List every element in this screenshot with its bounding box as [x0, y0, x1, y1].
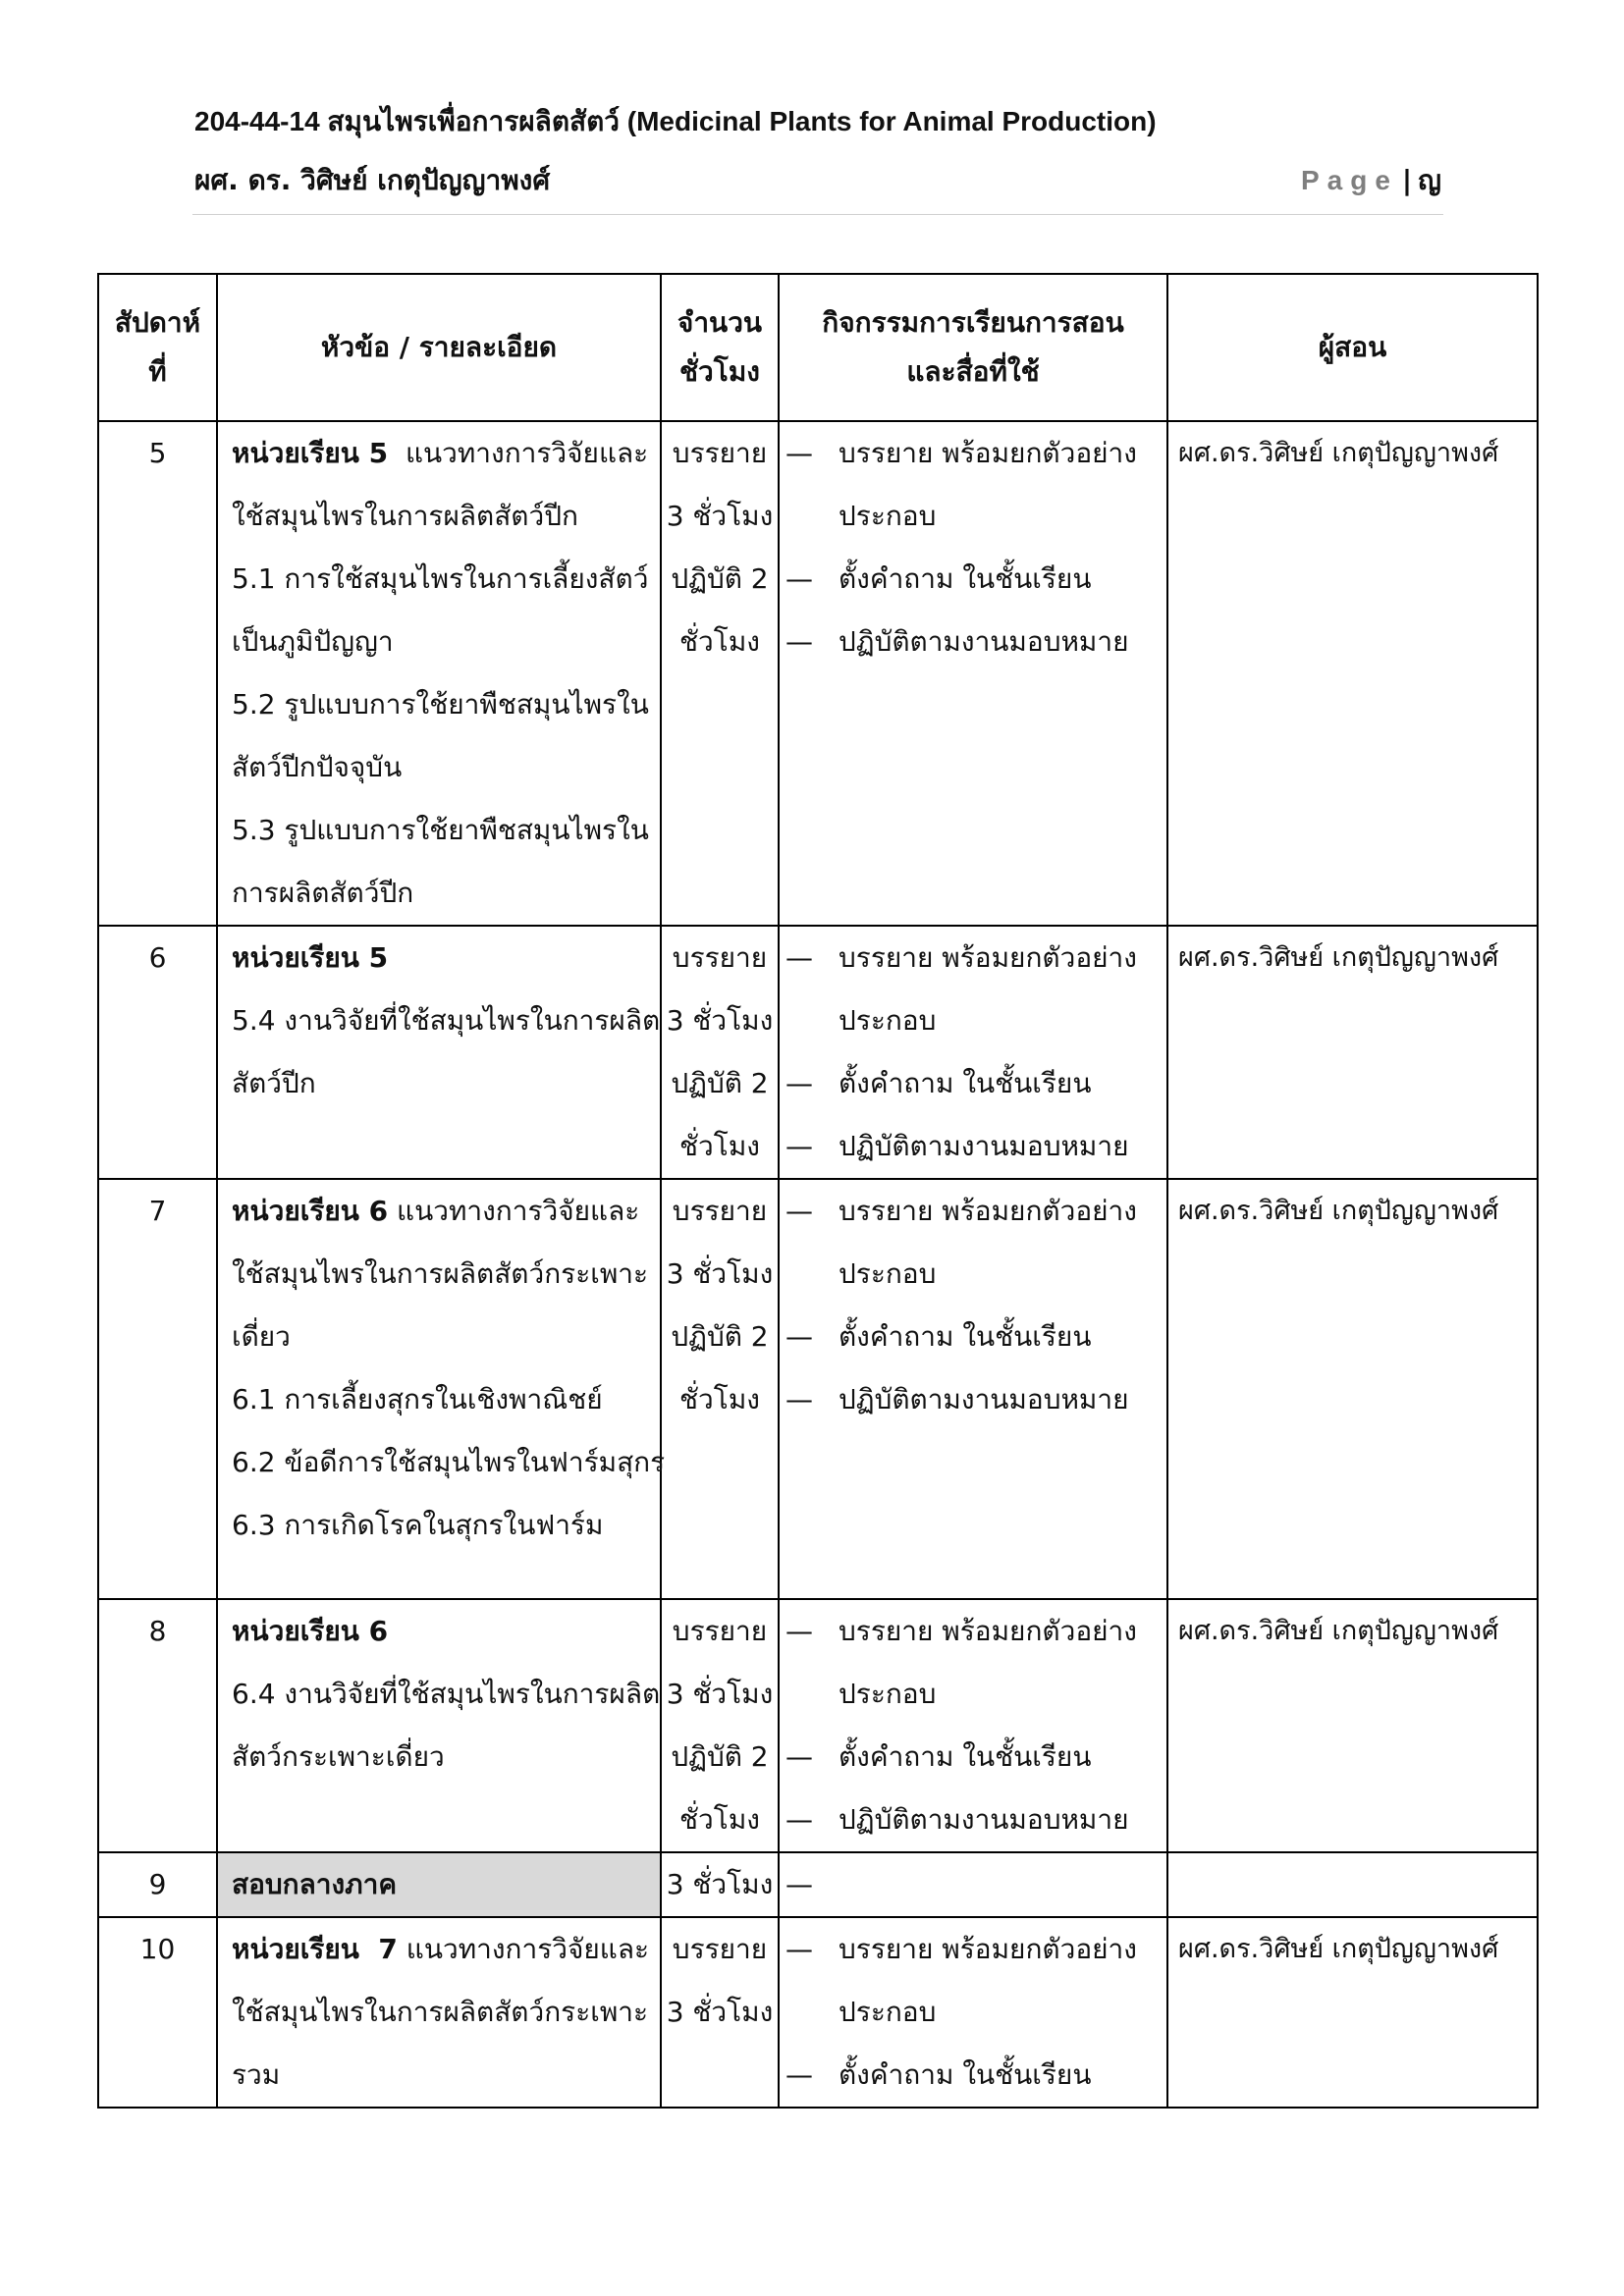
- unit-title: หน่วยเรียน 5: [232, 437, 389, 469]
- activity-item: — ตั้งคำถาม ในชั้นเรียน: [785, 1067, 1092, 1099]
- activity-item: — บรรยาย พร้อมยกตัวอย่าง ประกอบ: [785, 437, 1137, 532]
- header-hours: จำนวน ชั่วโมง: [661, 274, 779, 421]
- activity-item: — บรรยาย พร้อมยกตัวอย่าง ประกอบ: [785, 1195, 1137, 1290]
- instructor-cell: ผศ.ดร.วิศิษย์ เกตุปัญญาพงศ์: [1167, 1599, 1538, 1852]
- unit-title: หน่วยเรียน 6: [232, 1615, 389, 1647]
- activity-item: — ตั้งคำถาม ในชั้นเรียน: [785, 2058, 1092, 2091]
- header-activities: กิจกรรมการเรียนการสอน และสื่อที่ใช้: [779, 274, 1167, 421]
- table-row: [98, 421, 1538, 926]
- page-label: Page: [1300, 165, 1398, 195]
- activity-item: — ปฏิบัติตามงานมอบหมาย: [785, 1130, 1129, 1162]
- instructor-cell: ผศ.ดร.วิศิษย์ เกตุปัญญาพงศ์: [1167, 1917, 1538, 2108]
- course-title: 204-44-14 สมุนไพรเพื่อการผลิตสัตว์ (Medicinal Plants for Animal Production): [194, 106, 1157, 136]
- instructor-cell: ผศ.ดร.วิศิษย์ เกตุปัญญาพงศ์: [1167, 1179, 1538, 1599]
- table-row: [98, 926, 1538, 1179]
- topic-cell: หน่วยเรียน 6 6.4 งานวิจัยที่ใช้สมุนไพรในการผลิต สัตว์กระเพาะเดี่ยว: [217, 1599, 661, 1852]
- hours-cell: บรรยาย 3 ชั่วโมง: [661, 1917, 779, 2108]
- week-number: 6: [98, 926, 217, 1179]
- activities-cell: [779, 926, 1167, 1179]
- topic-cell: หน่วยเรียน 5 แนวทางการวิจัยและ ใช้สมุนไพรในการผลิตสัตว์ปีก 5.1 การใช้สมุนไพรในการเลี้ยงสัตว์ เป็นภูมิปัญญา 5.2 รูปแบบการใช้ยาพืชสมุนไพรใน สัตว์ปีกปัจจุบัน 5.3 รูปแบบการใช้ยาพืชสมุนไพรใน การผลิตสัตว์ปีก: [217, 421, 661, 926]
- activity-item: — บรรยาย พร้อมยกตัวอย่าง ประกอบ: [785, 1615, 1137, 1710]
- activities-cell: [779, 421, 1167, 926]
- activity-item: — ปฏิบัติตามงานมอบหมาย: [785, 625, 1129, 658]
- activity-item: — ตั้งคำถาม ในชั้นเรียน: [785, 562, 1092, 595]
- activity-item: — บรรยาย พร้อมยกตัวอย่าง ประกอบ: [785, 941, 1137, 1037]
- week-number: 9: [98, 1852, 217, 1917]
- activities-cell: [779, 1852, 1167, 1917]
- table-header-row: [98, 274, 1538, 421]
- table-row: [98, 1179, 1538, 1599]
- hours-cell: บรรยาย 3 ชั่วโมง ปฏิบัติ 2 ชั่วโมง: [661, 1599, 779, 1852]
- activities-cell: [779, 1599, 1167, 1852]
- header-instructor: ผู้สอน: [1167, 274, 1538, 421]
- table-row-midterm: [98, 1852, 1538, 1917]
- unit-title: หน่วยเรียน 5: [232, 941, 389, 974]
- midterm-exam-label: สอบกลางภาค: [217, 1852, 661, 1917]
- week-number: 10: [98, 1917, 217, 2108]
- topic-cell: หน่วยเรียน 6 แนวทางการวิจัยและ ใช้สมุนไพรในการผลิตสัตว์กระเพาะ เดี่ยว 6.1 การเลี้ยงสุกรในเชิงพาณิชย์ 6.2 ข้อดีการใช้สมุนไพรในฟาร์มสุกร 6.3 การเกิดโรคในสุกรในฟาร์ม: [217, 1179, 661, 1599]
- header-row: [194, 159, 1441, 202]
- page-indicator: [1301, 159, 1441, 202]
- header-instructor: ผศ. ดร. วิศิษย์ เกตุปัญญาพงศ์: [194, 164, 551, 196]
- instructor-cell: [1167, 1852, 1538, 1917]
- week-number: 8: [98, 1599, 217, 1852]
- week-number: 7: [98, 1179, 217, 1599]
- header-topic: หัวข้อ / รายละเอียด: [217, 274, 661, 421]
- activity-item: — ปฏิบัติตามงานมอบหมาย: [785, 1383, 1129, 1415]
- hours-cell: บรรยาย 3 ชั่วโมง ปฏิบัติ 2 ชั่วโมง: [661, 926, 779, 1179]
- instructor-cell: ผศ.ดร.วิศิษย์ เกตุปัญญาพงศ์: [1167, 421, 1538, 926]
- table-row: [98, 1917, 1538, 2108]
- schedule-table: [97, 273, 1539, 2109]
- activities-cell: [779, 1917, 1167, 2108]
- activity-item: — บรรยาย พร้อมยกตัวอย่าง ประกอบ: [785, 1933, 1137, 2028]
- activities-cell: [779, 1179, 1167, 1599]
- activity-item: — ตั้งคำถาม ในชั้นเรียน: [785, 1740, 1092, 1773]
- activity-item: — ตั้งคำถาม ในชั้นเรียน: [785, 1320, 1092, 1353]
- activity-item: —: [785, 1868, 813, 1900]
- header-divider: [192, 214, 1443, 215]
- unit-title: หน่วยเรียน 7: [232, 1933, 398, 1965]
- hours-cell: บรรยาย 3 ชั่วโมง ปฏิบัติ 2 ชั่วโมง: [661, 1179, 779, 1599]
- unit-title: หน่วยเรียน 6: [232, 1195, 389, 1227]
- topic-cell: หน่วยเรียน 7 แนวทางการวิจัยและ ใช้สมุนไพรในการผลิตสัตว์กระเพาะ รวม: [217, 1917, 661, 2108]
- header-week: สัปดาห์ ที่: [98, 274, 217, 421]
- topic-cell: หน่วยเรียน 5 5.4 งานวิจัยที่ใช้สมุนไพรในการผลิต สัตว์ปีก: [217, 926, 661, 1179]
- page-separator: |: [1401, 164, 1413, 196]
- instructor-cell: ผศ.ดร.วิศิษย์ เกตุปัญญาพงศ์: [1167, 926, 1538, 1179]
- table-row: [98, 1599, 1538, 1852]
- page-number: ญ: [1418, 164, 1441, 196]
- hours-cell: 3 ชั่วโมง: [661, 1852, 779, 1917]
- activity-item: — ปฏิบัติตามงานมอบหมาย: [785, 1803, 1129, 1836]
- week-number: 5: [98, 421, 217, 926]
- hours-cell: บรรยาย 3 ชั่วโมง ปฏิบัติ 2 ชั่วโมง: [661, 421, 779, 926]
- page-header: [194, 102, 1441, 202]
